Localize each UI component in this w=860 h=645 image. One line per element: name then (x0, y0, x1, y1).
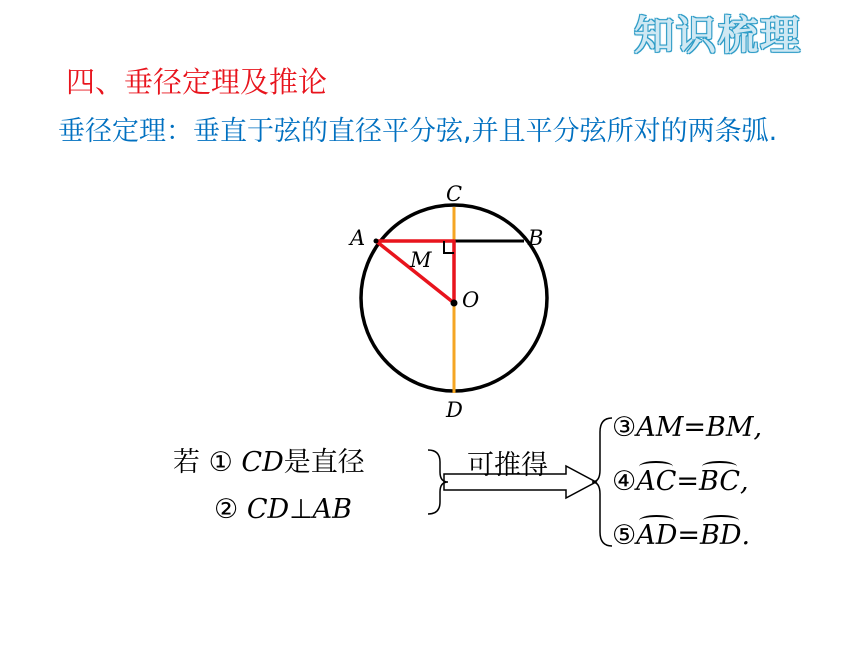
circled-1: ① (208, 447, 233, 478)
condition-2 (214, 494, 352, 525)
label-o: O (462, 288, 480, 312)
label-m: M (410, 248, 432, 272)
comma: , (740, 466, 749, 497)
label-a: A (350, 226, 366, 250)
conclusion-5 (612, 520, 750, 551)
arc-ad: AD (636, 520, 678, 551)
center-dot (451, 300, 458, 307)
condition-1 (173, 440, 365, 479)
equals-sign: = (677, 520, 700, 551)
section-title-badge: 知识梳理 (634, 13, 802, 59)
section-heading: 四、垂径定理及推论 (66, 65, 328, 99)
is-diameter-text: 是直径 (283, 447, 365, 478)
circled-5: ⑤ (612, 520, 637, 551)
arrow-label: 可推得 (467, 450, 548, 481)
conclusion-3 (612, 412, 762, 443)
arc-bc: BC (699, 466, 741, 497)
theorem-statement: 垂径定理：垂直于弦的直径平分弦,并且平分弦所对的两条弧. (58, 116, 778, 147)
cd-var: CD (241, 447, 284, 478)
left-brace (428, 450, 448, 514)
label-c: C (446, 182, 463, 206)
conclusion-4 (612, 466, 749, 497)
circled-4: ④ (612, 466, 637, 497)
if-word: 若 (173, 447, 200, 478)
am-eq-bm: AM=BM, (636, 412, 763, 443)
circled-2: ② (214, 494, 239, 525)
point-a-dot (374, 239, 379, 244)
circled-3: ③ (612, 412, 637, 443)
arc-ac: AC (636, 466, 677, 497)
equals-sign: = (676, 466, 700, 497)
label-d: D (446, 398, 463, 422)
perp-symbol: ⊥ (289, 494, 313, 525)
right-brace (592, 418, 612, 546)
label-b: B (528, 226, 544, 250)
cd-var: CD (246, 494, 290, 525)
ab-var: AB (312, 494, 352, 525)
period: . (741, 520, 751, 551)
arc-bd: BD (700, 520, 742, 551)
